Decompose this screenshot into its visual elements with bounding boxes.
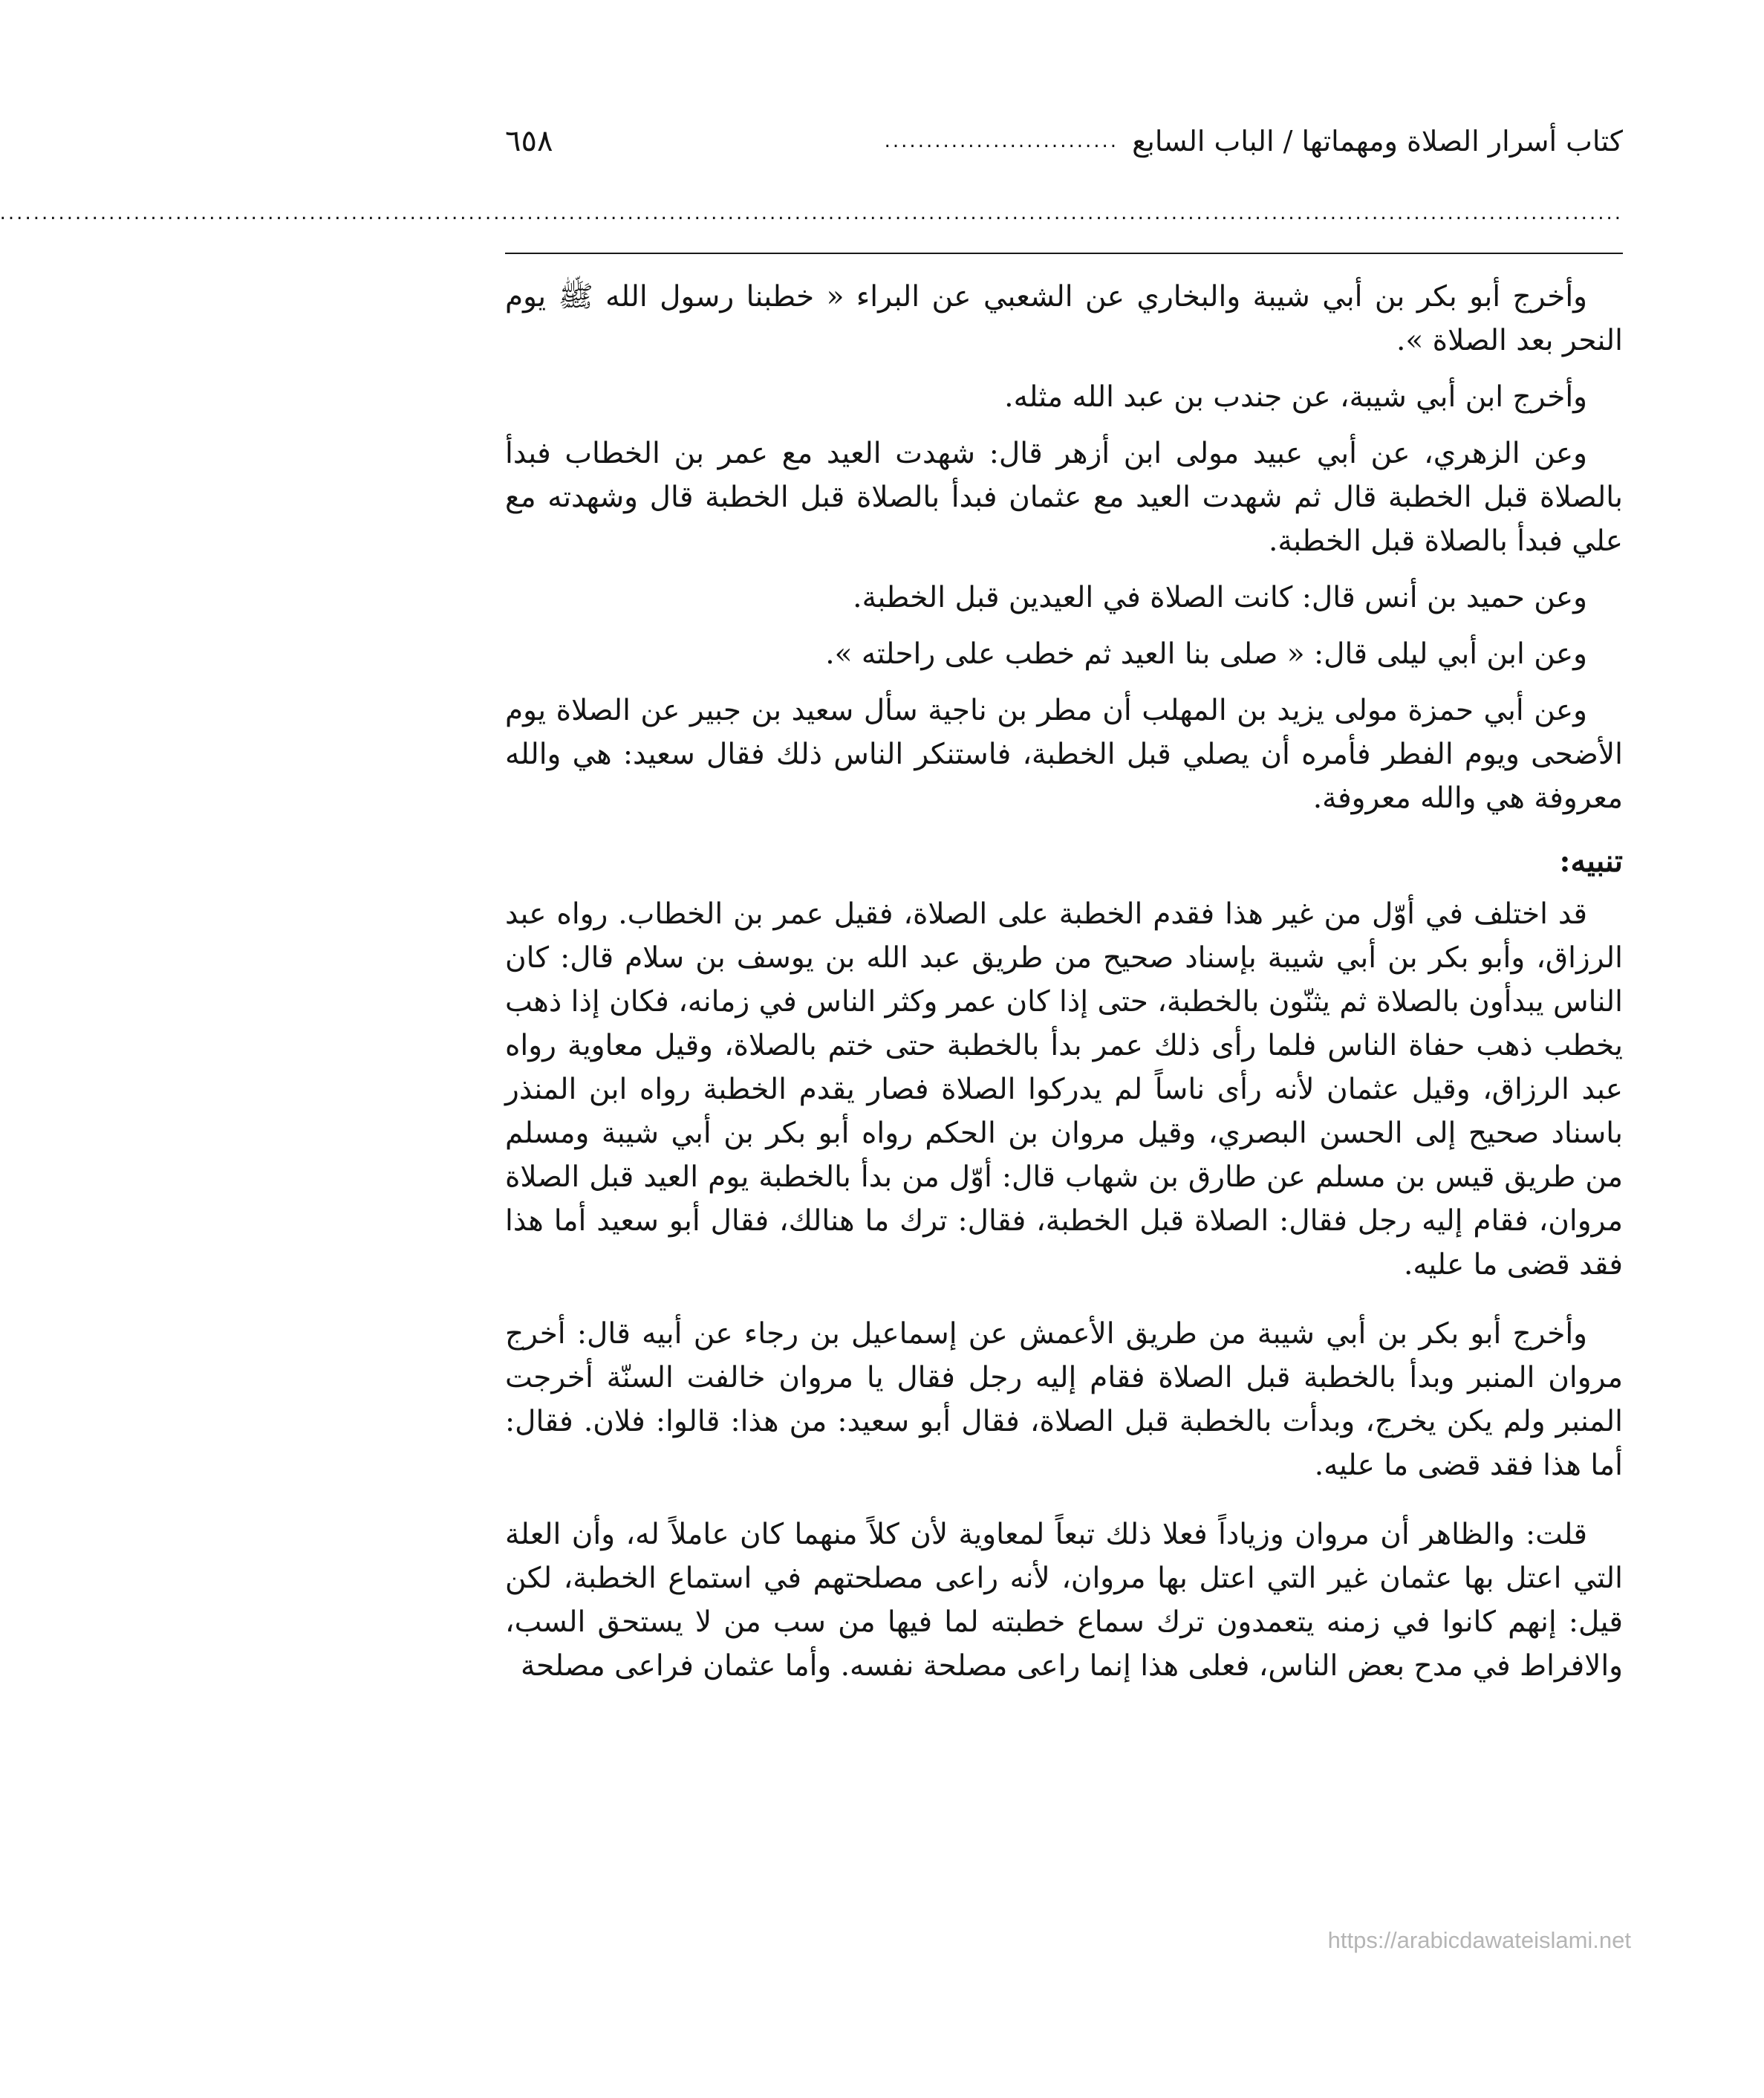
- paragraph-marwan-minbar: وأخرج أبو بكر بن أبي شيبة من طريق الأعمش عن إسماعيل بن رجاء عن أبيه قال: أخرج مروان المنبر وبدأ بالخطبة قبل الصلاة فقام إليه رجل فقال يا مروان خالفت السنّة أخرجت المنبر ولم يكن يخرج، وبدأت بالخطبة قبل الصلاة، فقال أبو سعيد: من هذا: قالوا: فلان. فقال: أما هذا فقد قضى ما عليه.: [505, 1317, 1623, 1482]
- paragraph-ibn-abi-layla: وعن ابن أبي ليلى قال: « صلى بنا العيد ثم خطب على راحلته ».: [825, 637, 1587, 671]
- paragraph-qultu: قلت: والظاهر أن مروان وزياداً فعلا ذلك تبعاً لمعاوية لأن كلاً منهما كان عاملاً له، وأن العلة التي اعتل بها عثمان غير التي اعتل بها مروان، لأنه راعى مصلحتهم في استماع الخطبة، لكن قيل: إنهم كانوا في زمنه يتعمدون ترك سماع خطبته لما فيها من سب من لا يستحق السب، والافراط في مدح بعض الناس، فعلى هذا إنما راعى مصلحة نفسه. وأما عثمان فراعى مصلحة: [505, 1518, 1623, 1683]
- paragraph-abu-hamza: وعن أبي حمزة مولى يزيد بن المهلب أن مطر بن ناجية سأل سعيد بن جبير عن الصلاة يوم الأضحى ويوم الفطر فأمره أن يصلي قبل الخطبة، فاستنكر الناس ذلك فقال سعيد: هي والله معروفة هي والله معروفة.: [505, 694, 1623, 815]
- main-text: [505, 275, 1623, 1701]
- paragraph-zuhri: وعن الزهري، عن أبي عبيد مولى ابن أزهر قال: شهدت العيد مع عمر بن الخطاب فبدأ بالصلاة قبل الخطبة قال ثم شهدت العيد مع عثمان فبدأ بالصلاة قبل الخطبة قال وشهدته مع علي فبدأ بالصلاة قبل الخطبة.: [505, 437, 1623, 558]
- header-rule: [505, 253, 1623, 254]
- running-header: [505, 119, 1623, 163]
- paragraph-bara-hadith: وأخرج أبو بكر بن أبي شيبة والبخاري عن الشعبي عن البراء « خطبنا رسول الله ﷺ يوم النحر بعد الصلاة ».: [505, 280, 1623, 357]
- dotted-separator: ..................................................................................................................................................................................................: [0, 202, 1623, 224]
- paragraph-jundab: وأخرج ابن أبي شيبة، عن جندب بن عبد الله مثله.: [1004, 380, 1587, 414]
- header-dot-leader: ............................: [884, 130, 1119, 152]
- page-number: ٦٥٨: [505, 124, 553, 158]
- paragraph-first-to-change: قد اختلف في أوّل من غير هذا فقدم الخطبة على الصلاة، فقيل عمر بن الخطاب. رواه عبد الرزاق، وأبو بكر بن أبي شيبة بإسناد صحيح من طريق عبد الله بن يوسف بن سلام قال: كان الناس يبدأون بالصلاة ثم يثنّون بالخطبة، حتى إذا كان عمر وكثر الناس في زمانه، فكان إذا ذهب يخطب ذهب حفاة الناس فلما رأى ذلك عمر بدأ بالخطبة حتى ختم بالصلاة، وقيل معاوية رواه عبد الرزاق، وقيل عثمان لأنه رأى ناساً لم يدركوا الصلاة فصار يقدم الخطبة رواه ابن المنذر باسناد صحيح إلى الحسن البصري، وقيل مروان بن الحكم رواه أبو بكر بن أبي شيبة ومسلم من طريق قيس بن مسلم عن طارق بن شهاب قال: أوّل من بدأ بالخطبة يوم العيد قبل الصلاة مروان، فقام إليه رجل فقال: الصلاة قبل الخطبة، فقال: ترك ما هنالك، فقال أبو سعيد أما هذا فقد قضى ما عليه.: [505, 897, 1623, 1282]
- paragraph-humaid: وعن حميد بن أنس قال: كانت الصلاة في العيدين قبل الخطبة.: [853, 581, 1587, 614]
- book-title: كتاب أسرار الصلاة ومهماتها / الباب السابع: [1132, 125, 1623, 157]
- watermark-url: https://arabicdawateislami.net: [1327, 1927, 1631, 1953]
- tanbih-heading: تنبيه:: [1559, 843, 1623, 879]
